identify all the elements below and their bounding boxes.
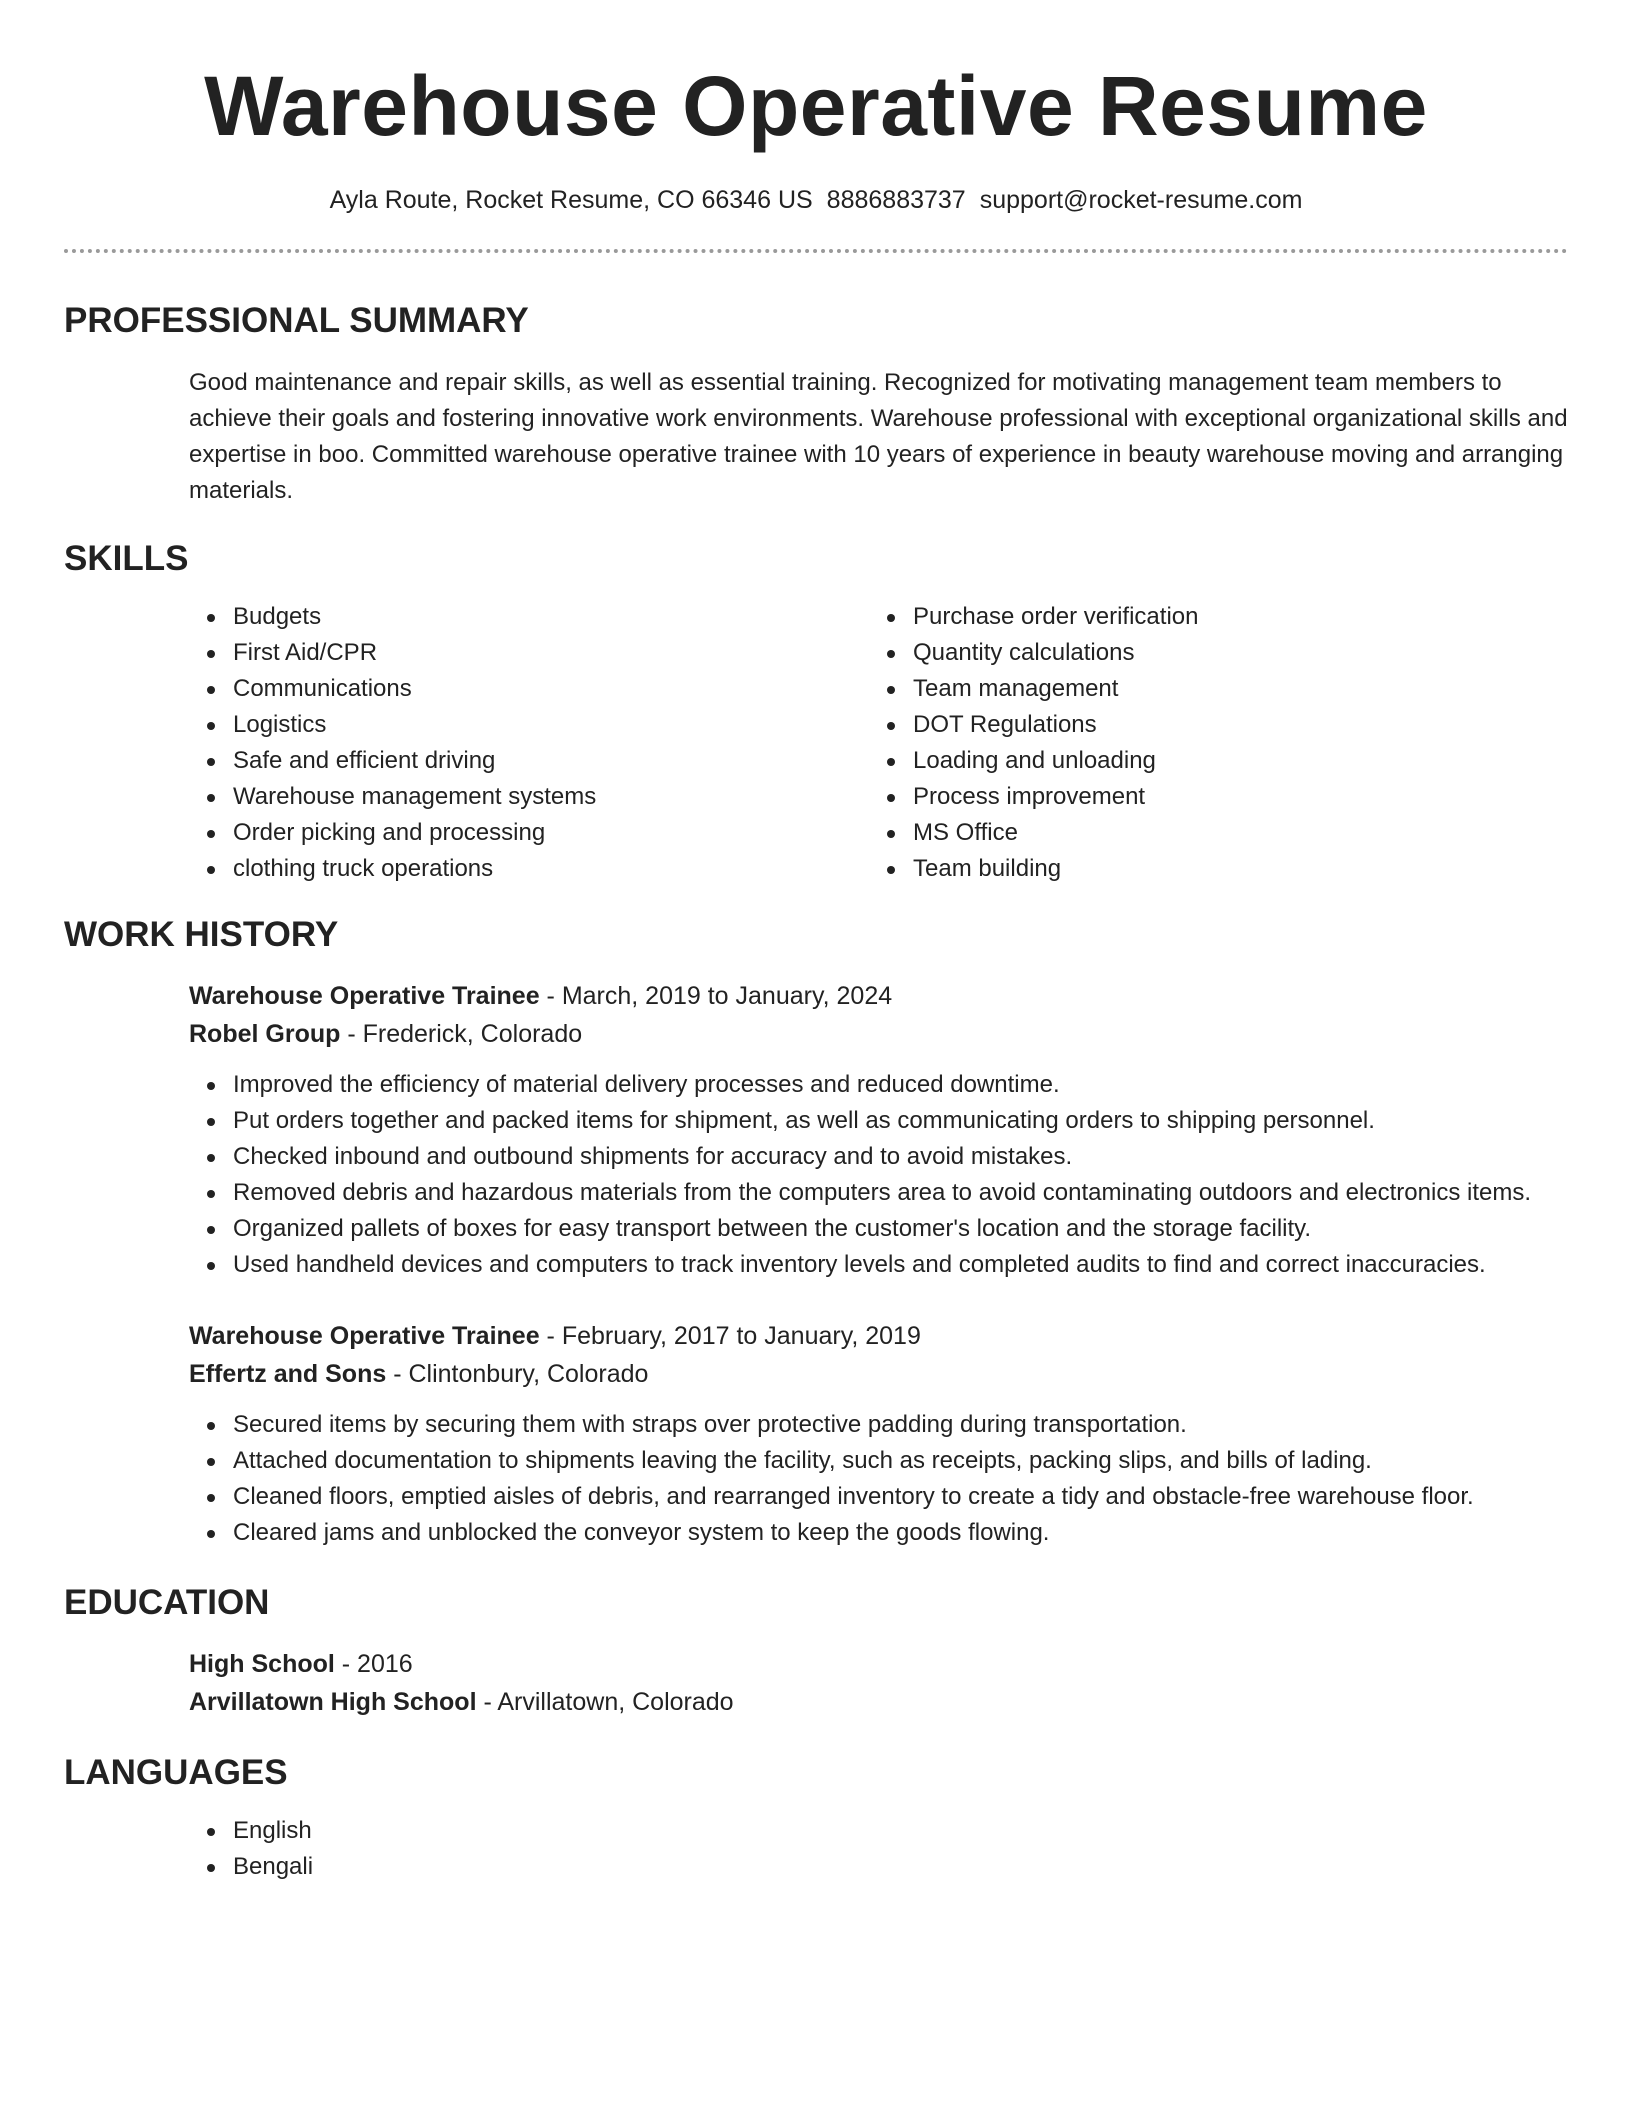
duty-item: Put orders together and packed items for shipment, as well as communicating orders to shipping personnel. xyxy=(189,1103,1568,1139)
skills-list-left xyxy=(189,599,869,887)
job-duties xyxy=(189,1407,1568,1551)
education-entry xyxy=(189,1645,1568,1721)
skills-grid xyxy=(189,599,1568,887)
job-title: Warehouse Operative Trainee xyxy=(189,982,540,1010)
skill-item: Communications xyxy=(189,671,869,707)
education-school-line xyxy=(189,1683,1568,1721)
duty-item: Checked inbound and outbound shipments for accuracy and to avoid mistakes. xyxy=(189,1139,1568,1175)
job-company: Robel Group xyxy=(189,1020,341,1048)
skills-list-right xyxy=(869,599,1549,887)
job-dates: - February, 2017 to January, 2019 xyxy=(539,1322,921,1350)
contact-phone: 8886883737 xyxy=(826,186,966,214)
skill-item: Loading and unloading xyxy=(869,743,1549,779)
education-heading: EDUCATION xyxy=(64,1583,270,1622)
header-divider xyxy=(64,249,1568,253)
skill-item: Team building xyxy=(869,851,1549,887)
education-school: Arvillatown High School xyxy=(189,1688,477,1716)
summary-heading: PROFESSIONAL SUMMARY xyxy=(64,301,529,340)
duty-item: Secured items by securing them with straps over protective padding during transportation. xyxy=(189,1407,1568,1443)
job-entry xyxy=(189,977,1568,1283)
skill-item: Purchase order verification xyxy=(869,599,1549,635)
duty-item: Cleaned floors, emptied aisles of debris, and rearranged inventory to create a tidy and obstacle-free warehouse floor. xyxy=(189,1479,1568,1515)
languages-list xyxy=(189,1813,1568,1885)
job-entry xyxy=(189,1317,1568,1551)
job-company-line xyxy=(189,1355,1568,1393)
skill-item: clothing truck operations xyxy=(189,851,869,887)
education-year: - 2016 xyxy=(334,1650,413,1678)
languages-entry xyxy=(189,1813,1568,1885)
duty-item: Removed debris and hazardous materials from the computers area to avoid contaminating outdoors and electronics items. xyxy=(189,1175,1568,1211)
resume-title: Warehouse Operative Resume xyxy=(204,59,1428,153)
job-title-line xyxy=(189,1317,1568,1355)
job-title-line xyxy=(189,977,1568,1015)
job-title: Warehouse Operative Trainee xyxy=(189,1322,540,1350)
work-heading: WORK HISTORY xyxy=(64,915,339,954)
duty-item: Organized pallets of boxes for easy transport between the customer's location and the storage facility. xyxy=(189,1211,1568,1247)
duty-item: Improved the efficiency of material delivery processes and reduced downtime. xyxy=(189,1067,1568,1103)
contact-email: support@rocket-resume.com xyxy=(979,186,1303,214)
education-degree: High School xyxy=(189,1650,335,1678)
language-item: English xyxy=(189,1813,1568,1849)
skill-item: First Aid/CPR xyxy=(189,635,869,671)
skill-item: Budgets xyxy=(189,599,869,635)
skill-item: Warehouse management systems xyxy=(189,779,869,815)
job-company: Effertz and Sons xyxy=(189,1360,387,1388)
job-dates: - March, 2019 to January, 2024 xyxy=(539,982,893,1010)
languages-heading: LANGUAGES xyxy=(64,1753,288,1792)
skill-item: Safe and efficient driving xyxy=(189,743,869,779)
education-degree-line xyxy=(189,1645,1568,1683)
job-location: - Clintonbury, Colorado xyxy=(386,1360,649,1388)
language-item: Bengali xyxy=(189,1849,1568,1885)
summary-text: Good maintenance and repair skills, as well as essential training. Recognized for motivating management team members to achieve their goals and fostering innovative work environments. Warehouse professional with exceptional organizational skills and expertise in boo. Committed warehouse operative trainee with 10 years of experience in beauty warehouse moving and arranging materials. xyxy=(189,369,1568,504)
duty-item: Attached documentation to shipments leaving the facility, such as receipts, packing slips, and bills of lading. xyxy=(189,1443,1568,1479)
skills-heading: SKILLS xyxy=(64,539,189,578)
contact-address: Ayla Route, Rocket Resume, CO 66346 US xyxy=(329,186,813,214)
skill-item: Team management xyxy=(869,671,1549,707)
contact-line xyxy=(0,184,1632,216)
skill-item: MS Office xyxy=(869,815,1549,851)
job-duties xyxy=(189,1067,1568,1283)
skill-item: Quantity calculations xyxy=(869,635,1549,671)
education-location: - Arvillatown, Colorado xyxy=(476,1688,734,1716)
job-location: - Frederick, Colorado xyxy=(340,1020,583,1048)
skill-item: DOT Regulations xyxy=(869,707,1549,743)
duty-item: Used handheld devices and computers to track inventory levels and completed audits to find and correct inaccuracies. xyxy=(189,1247,1568,1283)
skill-item: Order picking and processing xyxy=(189,815,869,851)
skill-item: Logistics xyxy=(189,707,869,743)
job-company-line xyxy=(189,1015,1568,1053)
duty-item: Cleared jams and unblocked the conveyor system to keep the goods flowing. xyxy=(189,1515,1568,1551)
skill-item: Process improvement xyxy=(869,779,1549,815)
